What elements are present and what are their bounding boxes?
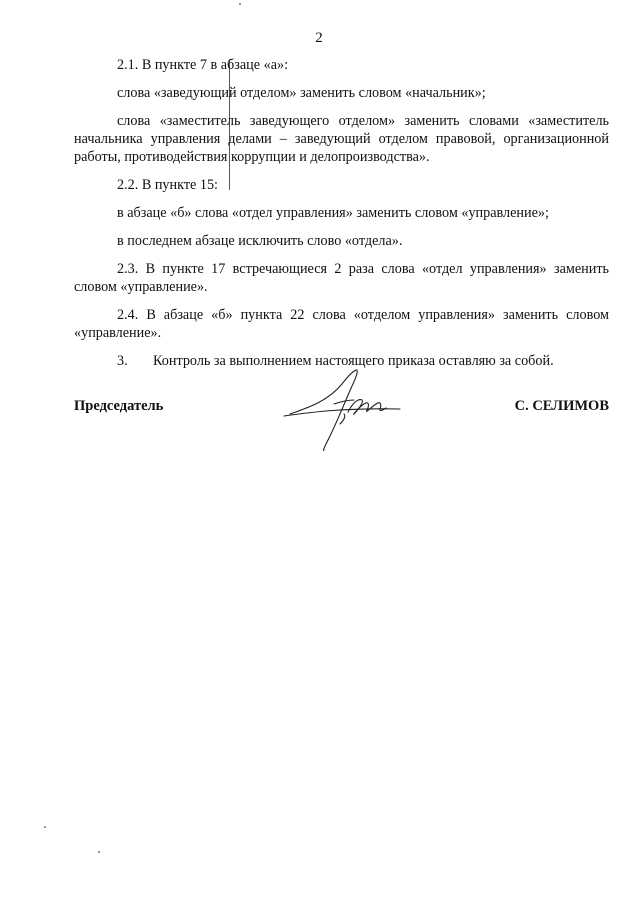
- paragraph-2-1: 2.1. В пункте 7 в абзаце «а»:: [117, 57, 289, 73]
- item-number: 3.: [117, 353, 128, 369]
- page-number: 2: [315, 30, 323, 46]
- paragraph-2-2: 2.2. В пункте 15:: [117, 177, 218, 193]
- scan-speck: [98, 851, 100, 853]
- paragraph-2-1-b: слова «заместитель заведующего отделом» заменить словами «заместитель начальника управления делами – заведующий отделом правовой, организационной работы, противодействия коррупции и делопроизводства».: [74, 113, 609, 165]
- paragraph-2-2-b: в последнем абзаце исключить слово «отдела».: [117, 233, 403, 249]
- paragraph-2-2-a: в абзаце «б» слова «отдел управления» заменить словом «управление»;: [117, 205, 549, 221]
- item-text: Контроль за выполнением настоящего приказа оставляю за собой.: [153, 353, 554, 369]
- paragraph-2-1-a: слова «заведующий отделом» заменить словом «начальник»;: [117, 85, 486, 101]
- document-body: [74, 56, 609, 380]
- scan-speck: [44, 826, 46, 828]
- handwritten-signature: [282, 364, 407, 456]
- paragraph-2-4: 2.4. В абзаце «б» пункта 22 слова «отделом управления» заменить словом «управление».: [74, 307, 609, 341]
- signer-name: С. СЕЛИМОВ: [514, 398, 609, 414]
- scan-speck: [239, 3, 241, 5]
- paragraph-2-3: 2.3. В пункте 17 встречающиеся 2 раза слова «отдел управления» заменить словом «управление».: [74, 261, 609, 295]
- signer-role: Председатель: [74, 398, 164, 414]
